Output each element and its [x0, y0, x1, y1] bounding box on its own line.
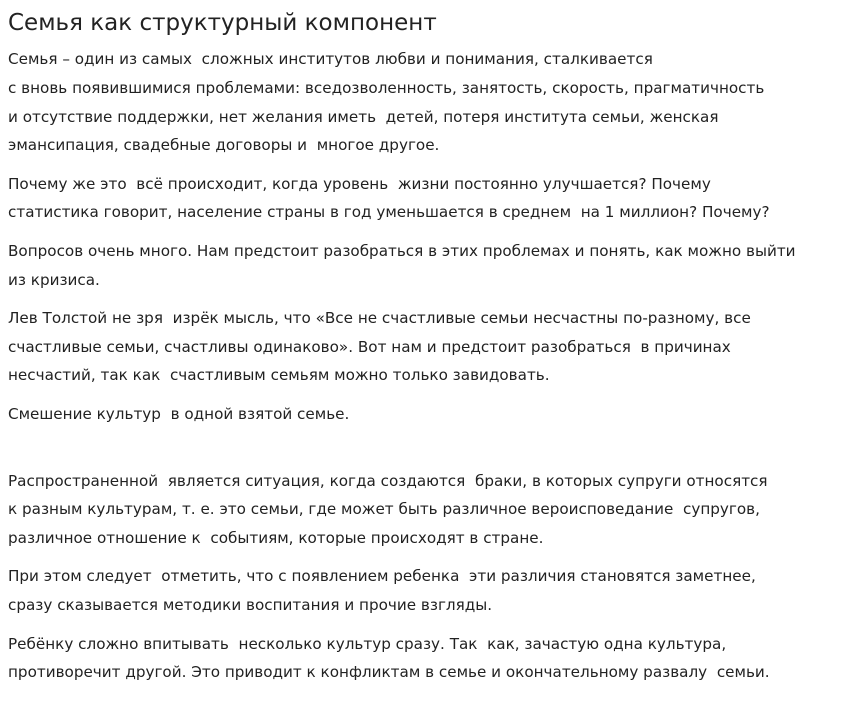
text-line: из кризиса.	[8, 270, 100, 289]
text-line: противоречит другой. Это приводит к конфликтам в семье и окончательному развалу семьи.	[8, 663, 770, 682]
text-line: сразу сказывается методики воспитания и прочие взгляды.	[8, 596, 493, 615]
text-line: Семья – один из самых сложных институтов любви и понимания, сталкивается	[8, 50, 653, 68]
section-heading-cultures	[8, 400, 847, 429]
text-line: статистика говорит, население страны в год уменьшается в среднем на 1 миллион? Почему?	[8, 203, 770, 222]
text-line: и отсутствие поддержки, нет желания иметь детей, потеря института семьи, женская	[8, 107, 719, 126]
paragraph-questions	[8, 170, 847, 228]
text-line: к разным культурам, т. е. это семьи, где может быть различное вероисповедание супругов,	[8, 500, 760, 519]
text-line: различное отношение к событиям, которые происходят в стране.	[8, 529, 544, 548]
text-line: Смешение культур в одной взятой семье.	[8, 404, 350, 423]
paragraph-many-questions	[8, 237, 847, 295]
text-line: счастливые семьи, счастливы одинаково». Вот нам и предстоит разобраться в причинах	[8, 337, 731, 356]
text-line: Ребёнку сложно впитывать несколько культур сразу. Так как, зачастую одна культура,	[8, 634, 727, 653]
page-title: Семья как структурный компонент	[8, 10, 437, 36]
text-line: Почему же это всё происходит, когда уровень жизни постоянно улучшается? Почему	[8, 174, 711, 193]
paragraph-tolstoy	[8, 304, 847, 390]
text-line: Лев Толстой не зря изрёк мысль, что «Все не счастливые семьи несчастны по-разному, все	[8, 308, 751, 327]
text-line: Распространенной является ситуация, когда создаются браки, в которых супруги относятся	[8, 471, 768, 490]
paragraph-child-cultures	[8, 630, 847, 688]
text-line: несчастий, так как счастливым семьям можно только завидовать.	[8, 366, 550, 385]
text-line: эмансипация, свадебные договоры и многое другое.	[8, 136, 440, 155]
paragraph-mixed-marriages	[8, 467, 847, 553]
paragraph-intro	[8, 45, 847, 160]
text-line: с вновь появившимися проблемами: вседозволенность, занятость, скорость, прагматичность	[8, 78, 765, 97]
paragraph-child-appearance	[8, 562, 847, 620]
text-line: При этом следует отметить, что с появлением ребенка эти различия становятся заметнее,	[8, 567, 756, 586]
text-line: Вопросов очень много. Нам предстоит разобраться в этих проблемах и понять, как можно выйти	[8, 241, 796, 260]
